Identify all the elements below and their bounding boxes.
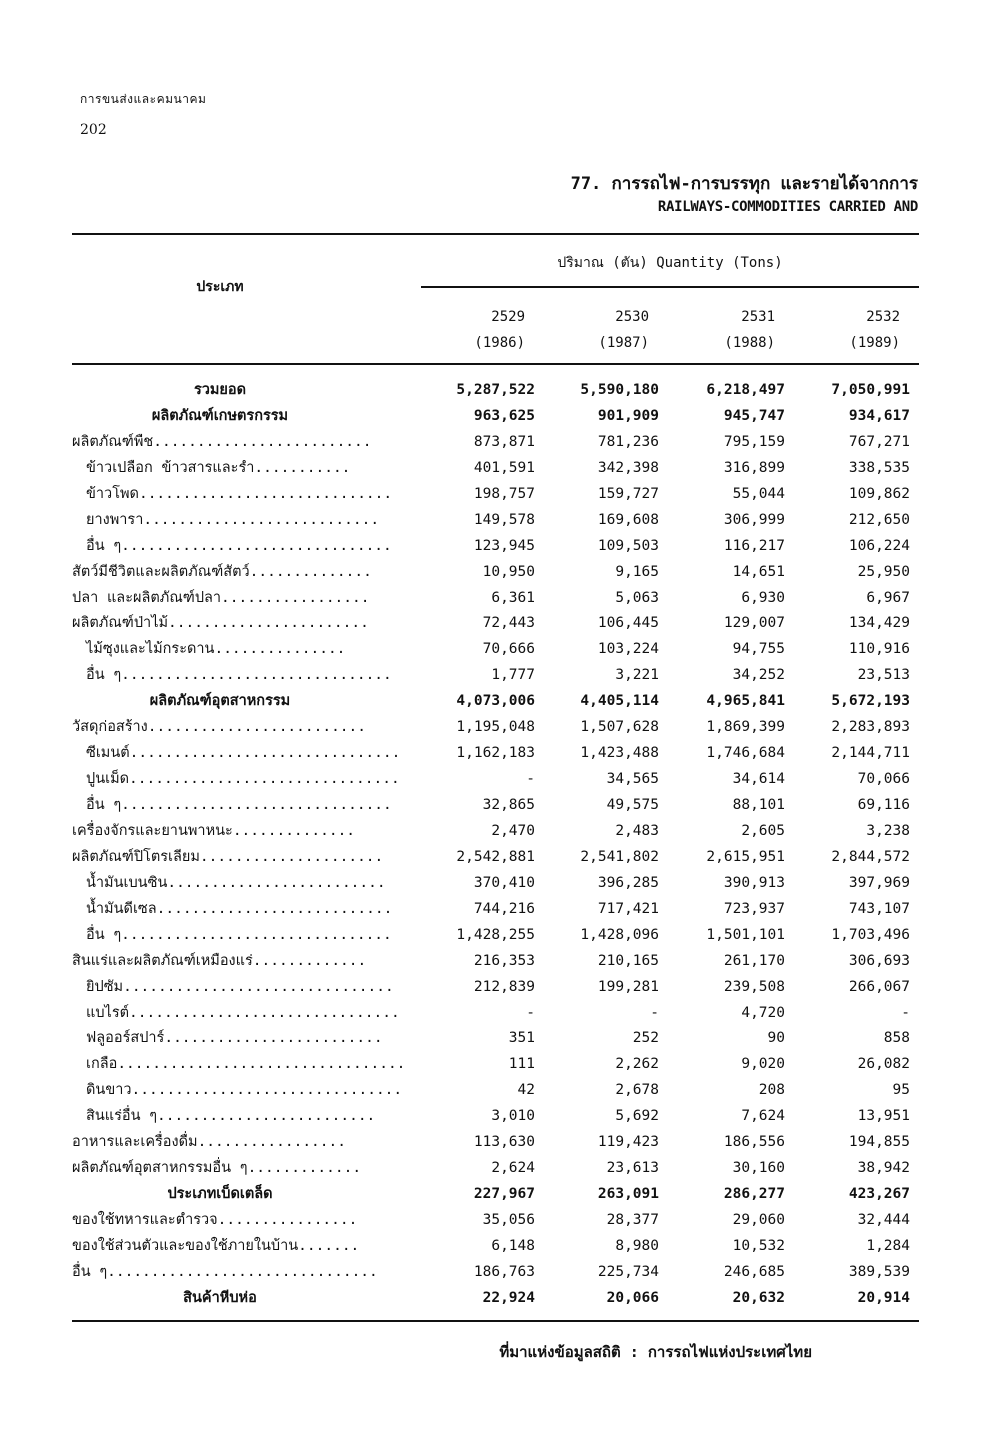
row-label: ปูนเม็ด...............................	[86, 771, 400, 788]
table-row	[72, 378, 919, 404]
row-value: 26,082	[857, 1056, 910, 1073]
row-value: 717,421	[597, 900, 659, 917]
table-row	[72, 793, 919, 819]
row-value: 5,063	[615, 589, 659, 606]
row-value: 38,942	[857, 1160, 910, 1177]
row-value: 2,262	[615, 1056, 659, 1073]
row-label: ของใช้ส่วนตัวและของใช้ภายในบ้าน.......	[72, 1237, 360, 1254]
table-row	[72, 430, 919, 456]
row-value: 69,116	[857, 797, 910, 813]
row-value: 35,056	[482, 1212, 535, 1228]
row-value: 1,869,399	[706, 719, 785, 736]
row-value: 6,148	[491, 1237, 535, 1254]
row-value: 109,862	[848, 485, 910, 502]
row-value: 4,965,841	[706, 693, 785, 710]
row-value: 210,165	[597, 952, 659, 969]
row-value: 225,734	[597, 1263, 659, 1280]
row-value: 34,252	[732, 667, 785, 684]
row-value: 10,532	[732, 1237, 785, 1254]
table-row	[72, 1234, 919, 1260]
row-value: 901,909	[597, 407, 659, 424]
table-row	[72, 1078, 919, 1104]
row-label: ประเภทเบ็ดเตล็ด	[167, 1186, 273, 1203]
table-row	[72, 534, 919, 560]
row-value: 342,398	[597, 459, 659, 476]
row-value: 2,541,802	[580, 848, 659, 865]
row-value: 316,899	[723, 459, 785, 476]
row-label: ไม้ซุงและไม้กระดาน...............	[86, 641, 346, 658]
row-value: 5,287,522	[456, 382, 535, 398]
row-label: วัสดุก่อสร้าง.........................	[72, 719, 367, 736]
row-value: 6,967	[866, 589, 910, 606]
row-value: 401,591	[473, 459, 535, 476]
table-row	[72, 482, 919, 508]
row-label: อื่น ๆ...............................	[86, 926, 392, 943]
row-label: อื่น ๆ...............................	[86, 667, 392, 684]
table-row	[72, 663, 919, 689]
header-bottom-rule	[72, 363, 919, 365]
row-value: 261,170	[723, 952, 785, 969]
row-value: 781,236	[597, 433, 659, 450]
row-value: 186,763	[473, 1263, 535, 1280]
table-row	[72, 975, 919, 1001]
row-value: 3,238	[866, 822, 910, 839]
row-value: 106,224	[848, 537, 910, 554]
row-value: 744,216	[473, 900, 535, 917]
row-value: 25,950	[857, 563, 910, 580]
row-value: -	[526, 1004, 535, 1021]
table-row	[72, 845, 919, 871]
row-value: 9,165	[615, 563, 659, 580]
row-value: 2,678	[615, 1082, 659, 1099]
year-ce: (1989)	[849, 335, 900, 351]
table-title-english: RAILWAYS-COMMODITIES CARRIED AND	[657, 199, 918, 215]
table-row	[72, 1260, 919, 1286]
row-value: 212,839	[473, 978, 535, 995]
row-value: 8,980	[615, 1237, 659, 1254]
row-label: ฟลูออร์สปาร์.........................	[86, 1030, 383, 1047]
row-label: สินค้าหีบห่อ	[183, 1289, 257, 1306]
row-label: สินแร่และผลิตภัณฑ์เหมืองแร่.............	[72, 952, 367, 969]
row-value: 110,916	[848, 641, 910, 658]
row-label: สัตว์มีชีวิตและผลิตภัณฑ์สัตว์..............	[72, 563, 372, 580]
row-value: 1,746,684	[706, 745, 785, 762]
row-value: 4,073,006	[456, 693, 535, 710]
quantity-header: ปริมาณ (ตัน) Quantity (Tons)	[557, 255, 783, 271]
row-value: 103,224	[597, 641, 659, 658]
year-be: 2531	[741, 309, 775, 325]
row-value: 129,007	[723, 615, 785, 632]
row-value: 2,483	[615, 822, 659, 839]
table-row	[72, 1104, 919, 1130]
row-value: 42	[517, 1082, 535, 1099]
row-value: 208	[758, 1082, 785, 1099]
row-value: 159,727	[597, 485, 659, 502]
row-value: 1,507,628	[580, 719, 659, 736]
row-value: 20,632	[732, 1289, 785, 1306]
row-value: 30,160	[732, 1160, 785, 1177]
source-note: ที่มาแห่งข้อมูลสถิติ : การรถไฟแห่งประเทศไทย	[499, 1343, 812, 1361]
row-value: 6,218,497	[706, 382, 785, 398]
table-row	[72, 508, 919, 534]
row-value: 212,650	[848, 511, 910, 528]
row-value: 963,625	[473, 407, 535, 424]
year-ce: (1988)	[724, 335, 775, 351]
table-row	[72, 871, 919, 897]
row-value: 227,967	[473, 1186, 535, 1203]
table-row	[72, 767, 919, 793]
row-value: 28,377	[606, 1212, 659, 1228]
row-value: 49,575	[606, 797, 659, 813]
row-value: 216,353	[473, 952, 535, 969]
row-label: ยิปซัม...............................	[86, 978, 394, 995]
row-value: 2,844,572	[831, 848, 910, 865]
row-value: 3,221	[615, 667, 659, 684]
row-value: 23,513	[857, 667, 910, 684]
table-body	[72, 378, 919, 1312]
row-value: 55,044	[732, 485, 785, 502]
row-value: 2,144,711	[831, 745, 910, 762]
table-row	[72, 1001, 919, 1027]
row-label: เครื่องจักรและยานพาหนะ..............	[72, 822, 356, 839]
row-value: 2,605	[741, 822, 785, 839]
row-value: 263,091	[597, 1186, 659, 1203]
row-value: 4,405,114	[580, 693, 659, 710]
row-label: ดินขาว...............................	[86, 1082, 403, 1099]
row-label: น้ำมันเบนซิน.........................	[86, 874, 386, 891]
row-value: 306,999	[723, 511, 785, 528]
table-row	[72, 689, 919, 715]
row-label: ของใช้ทหารและตำรวจ................	[72, 1212, 358, 1228]
row-value: 72,443	[482, 615, 535, 632]
row-label: รวมยอด	[193, 382, 247, 398]
table-row	[72, 586, 919, 612]
row-value: 239,508	[723, 978, 785, 995]
top-rule	[72, 233, 919, 235]
row-value: 1,162,183	[456, 745, 535, 762]
row-label: ปลา และผลิตภัณฑ์ปลา.................	[72, 589, 370, 606]
row-label: ยางพารา...........................	[86, 511, 380, 528]
row-value: -	[526, 771, 535, 788]
table-row	[72, 1130, 919, 1156]
row-value: 20,066	[606, 1289, 659, 1306]
row-value: 198,757	[473, 485, 535, 502]
table-row	[72, 1182, 919, 1208]
column-header-1989	[790, 304, 900, 356]
row-value: 1,195,048	[456, 719, 535, 736]
row-value: -	[650, 1004, 659, 1021]
table-row	[72, 741, 919, 767]
row-value: 113,630	[473, 1134, 535, 1151]
row-value: 767,271	[848, 433, 910, 450]
row-value: 396,285	[597, 874, 659, 891]
row-value: 795,159	[723, 433, 785, 450]
row-label: ผลิตภัณฑ์เกษตรกรรม	[151, 407, 289, 424]
row-value: 34,614	[732, 771, 785, 788]
row-value: 743,107	[848, 900, 910, 917]
row-value: 14,651	[732, 563, 785, 580]
table-row	[72, 404, 919, 430]
row-value: 109,503	[597, 537, 659, 554]
row-value: 351	[508, 1030, 535, 1047]
row-value: 13,951	[857, 1108, 910, 1125]
year-be: 2530	[615, 309, 649, 325]
row-value: 7,050,991	[831, 382, 910, 398]
row-label: ผลิตภัณฑ์ป่าไม้.......................	[72, 615, 369, 632]
row-value: 23,613	[606, 1160, 659, 1177]
row-label: อาหารและเครื่องดื่ม.................	[72, 1134, 346, 1151]
row-label: ผลิตภัณฑ์ปิโตรเลียม.....................	[72, 848, 384, 865]
year-ce: (1986)	[474, 335, 525, 351]
column-header-1987	[539, 304, 649, 356]
table-title-thai: 77. การรถไฟ-การบรรทุก และรายได้จากการ	[570, 174, 918, 194]
row-label: ผลิตภัณฑ์พืช.........................	[72, 433, 372, 450]
table-row	[72, 456, 919, 482]
row-value: 194,855	[848, 1134, 910, 1151]
quantity-header-rule	[421, 286, 919, 288]
row-value: 252	[632, 1030, 659, 1047]
table-row	[72, 611, 919, 637]
row-value: 9,020	[741, 1056, 785, 1073]
row-value: 4,720	[741, 1004, 785, 1021]
row-label: ผลิตภัณฑ์อุตสาหกรรม	[149, 693, 291, 710]
row-label: น้ำมันดีเซล...........................	[86, 900, 393, 917]
table-row	[72, 923, 919, 949]
row-value: 95	[892, 1082, 910, 1099]
row-value: 70,066	[857, 771, 910, 788]
row-value: 945,747	[723, 407, 785, 424]
row-value: 94,755	[732, 641, 785, 658]
row-value: 34,565	[606, 771, 659, 788]
row-label: อื่น ๆ...............................	[86, 797, 392, 813]
row-label: ซีเมนต์...............................	[86, 745, 401, 762]
row-value: 134,429	[848, 615, 910, 632]
row-value: 186,556	[723, 1134, 785, 1151]
row-value: 934,617	[848, 407, 910, 424]
row-value: 423,267	[848, 1186, 910, 1203]
row-value: 2,624	[491, 1160, 535, 1177]
row-value: 370,410	[473, 874, 535, 891]
row-value: 149,578	[473, 511, 535, 528]
stub-header: ประเภท	[196, 279, 244, 295]
year-be: 2532	[866, 309, 900, 325]
row-value: 1,703,496	[831, 926, 910, 943]
row-value: 5,590,180	[580, 382, 659, 398]
row-value: 111	[508, 1056, 535, 1073]
table-row	[72, 819, 919, 845]
row-value: 306,693	[848, 952, 910, 969]
row-value: 2,542,881	[456, 848, 535, 865]
table-row	[72, 949, 919, 975]
row-value: 2,615,951	[706, 848, 785, 865]
table-row	[72, 897, 919, 923]
row-label: อื่น ๆ...............................	[86, 537, 392, 554]
row-value: 397,969	[848, 874, 910, 891]
row-label: สินแร่อื่น ๆ.........................	[86, 1108, 376, 1125]
page-number: 202	[80, 122, 107, 138]
row-label: ข้าวโพด.............................	[86, 485, 393, 502]
row-value: 90	[767, 1030, 785, 1047]
row-value: 1,428,096	[580, 926, 659, 943]
table-title	[571, 172, 918, 218]
bottom-rule	[72, 1320, 919, 1322]
row-value: 266,067	[848, 978, 910, 995]
column-header-1988	[665, 304, 775, 356]
row-value: 123,945	[473, 537, 535, 554]
year-ce: (1987)	[598, 335, 649, 351]
row-value: 5,692	[615, 1108, 659, 1125]
row-value: 106,445	[597, 615, 659, 632]
row-value: 20,914	[857, 1289, 910, 1306]
column-header-1986	[415, 304, 525, 356]
table-row	[72, 560, 919, 586]
row-value: 10,950	[482, 563, 535, 580]
row-value: 7,624	[741, 1108, 785, 1125]
row-value: 2,283,893	[831, 719, 910, 736]
row-value: 1,777	[491, 667, 535, 684]
row-label: ข้าวเปลือก ข้าวสารและรำ...........	[86, 459, 351, 476]
row-value: 723,937	[723, 900, 785, 917]
row-value: 169,608	[597, 511, 659, 528]
row-value: 6,930	[741, 589, 785, 606]
row-value: 119,423	[597, 1134, 659, 1151]
row-value: 116,217	[723, 537, 785, 554]
row-value: 1,284	[866, 1237, 910, 1254]
row-value: 32,865	[482, 797, 535, 813]
row-value: 338,535	[848, 459, 910, 476]
row-value: 1,501,101	[706, 926, 785, 943]
row-value: 22,924	[482, 1289, 535, 1306]
row-value: 88,101	[732, 797, 785, 813]
table-row	[72, 637, 919, 663]
table-row	[72, 1156, 919, 1182]
row-value: 390,913	[723, 874, 785, 891]
row-value: 2,470	[491, 822, 535, 839]
row-label: ผลิตภัณฑ์อุตสาหกรรมอื่น ๆ.............	[72, 1160, 362, 1177]
row-value: 246,685	[723, 1263, 785, 1280]
row-value: 1,423,488	[580, 745, 659, 762]
year-be: 2529	[491, 309, 525, 325]
row-label: เกลือ.................................	[86, 1056, 406, 1073]
table-row	[72, 1052, 919, 1078]
table-row	[72, 1026, 919, 1052]
row-value: 389,539	[848, 1263, 910, 1280]
row-value: 32,444	[857, 1212, 910, 1228]
row-value: 858	[883, 1030, 910, 1047]
row-value: 199,281	[597, 978, 659, 995]
row-value: 286,277	[723, 1186, 785, 1203]
row-value: 29,060	[732, 1212, 785, 1228]
row-value: 70,666	[482, 641, 535, 658]
row-label: แบไรต์...............................	[86, 1004, 400, 1021]
running-head: การขนส่งและคมนาคม	[80, 92, 207, 106]
row-value: -	[901, 1004, 910, 1021]
table-row	[72, 1208, 919, 1234]
table-row	[72, 1286, 919, 1312]
row-value: 3,010	[491, 1108, 535, 1125]
row-label: อื่น ๆ...............................	[72, 1263, 378, 1280]
row-value: 873,871	[473, 433, 535, 450]
table-row	[72, 715, 919, 741]
row-value: 6,361	[491, 589, 535, 606]
row-value: 5,672,193	[831, 693, 910, 710]
row-value: 1,428,255	[456, 926, 535, 943]
